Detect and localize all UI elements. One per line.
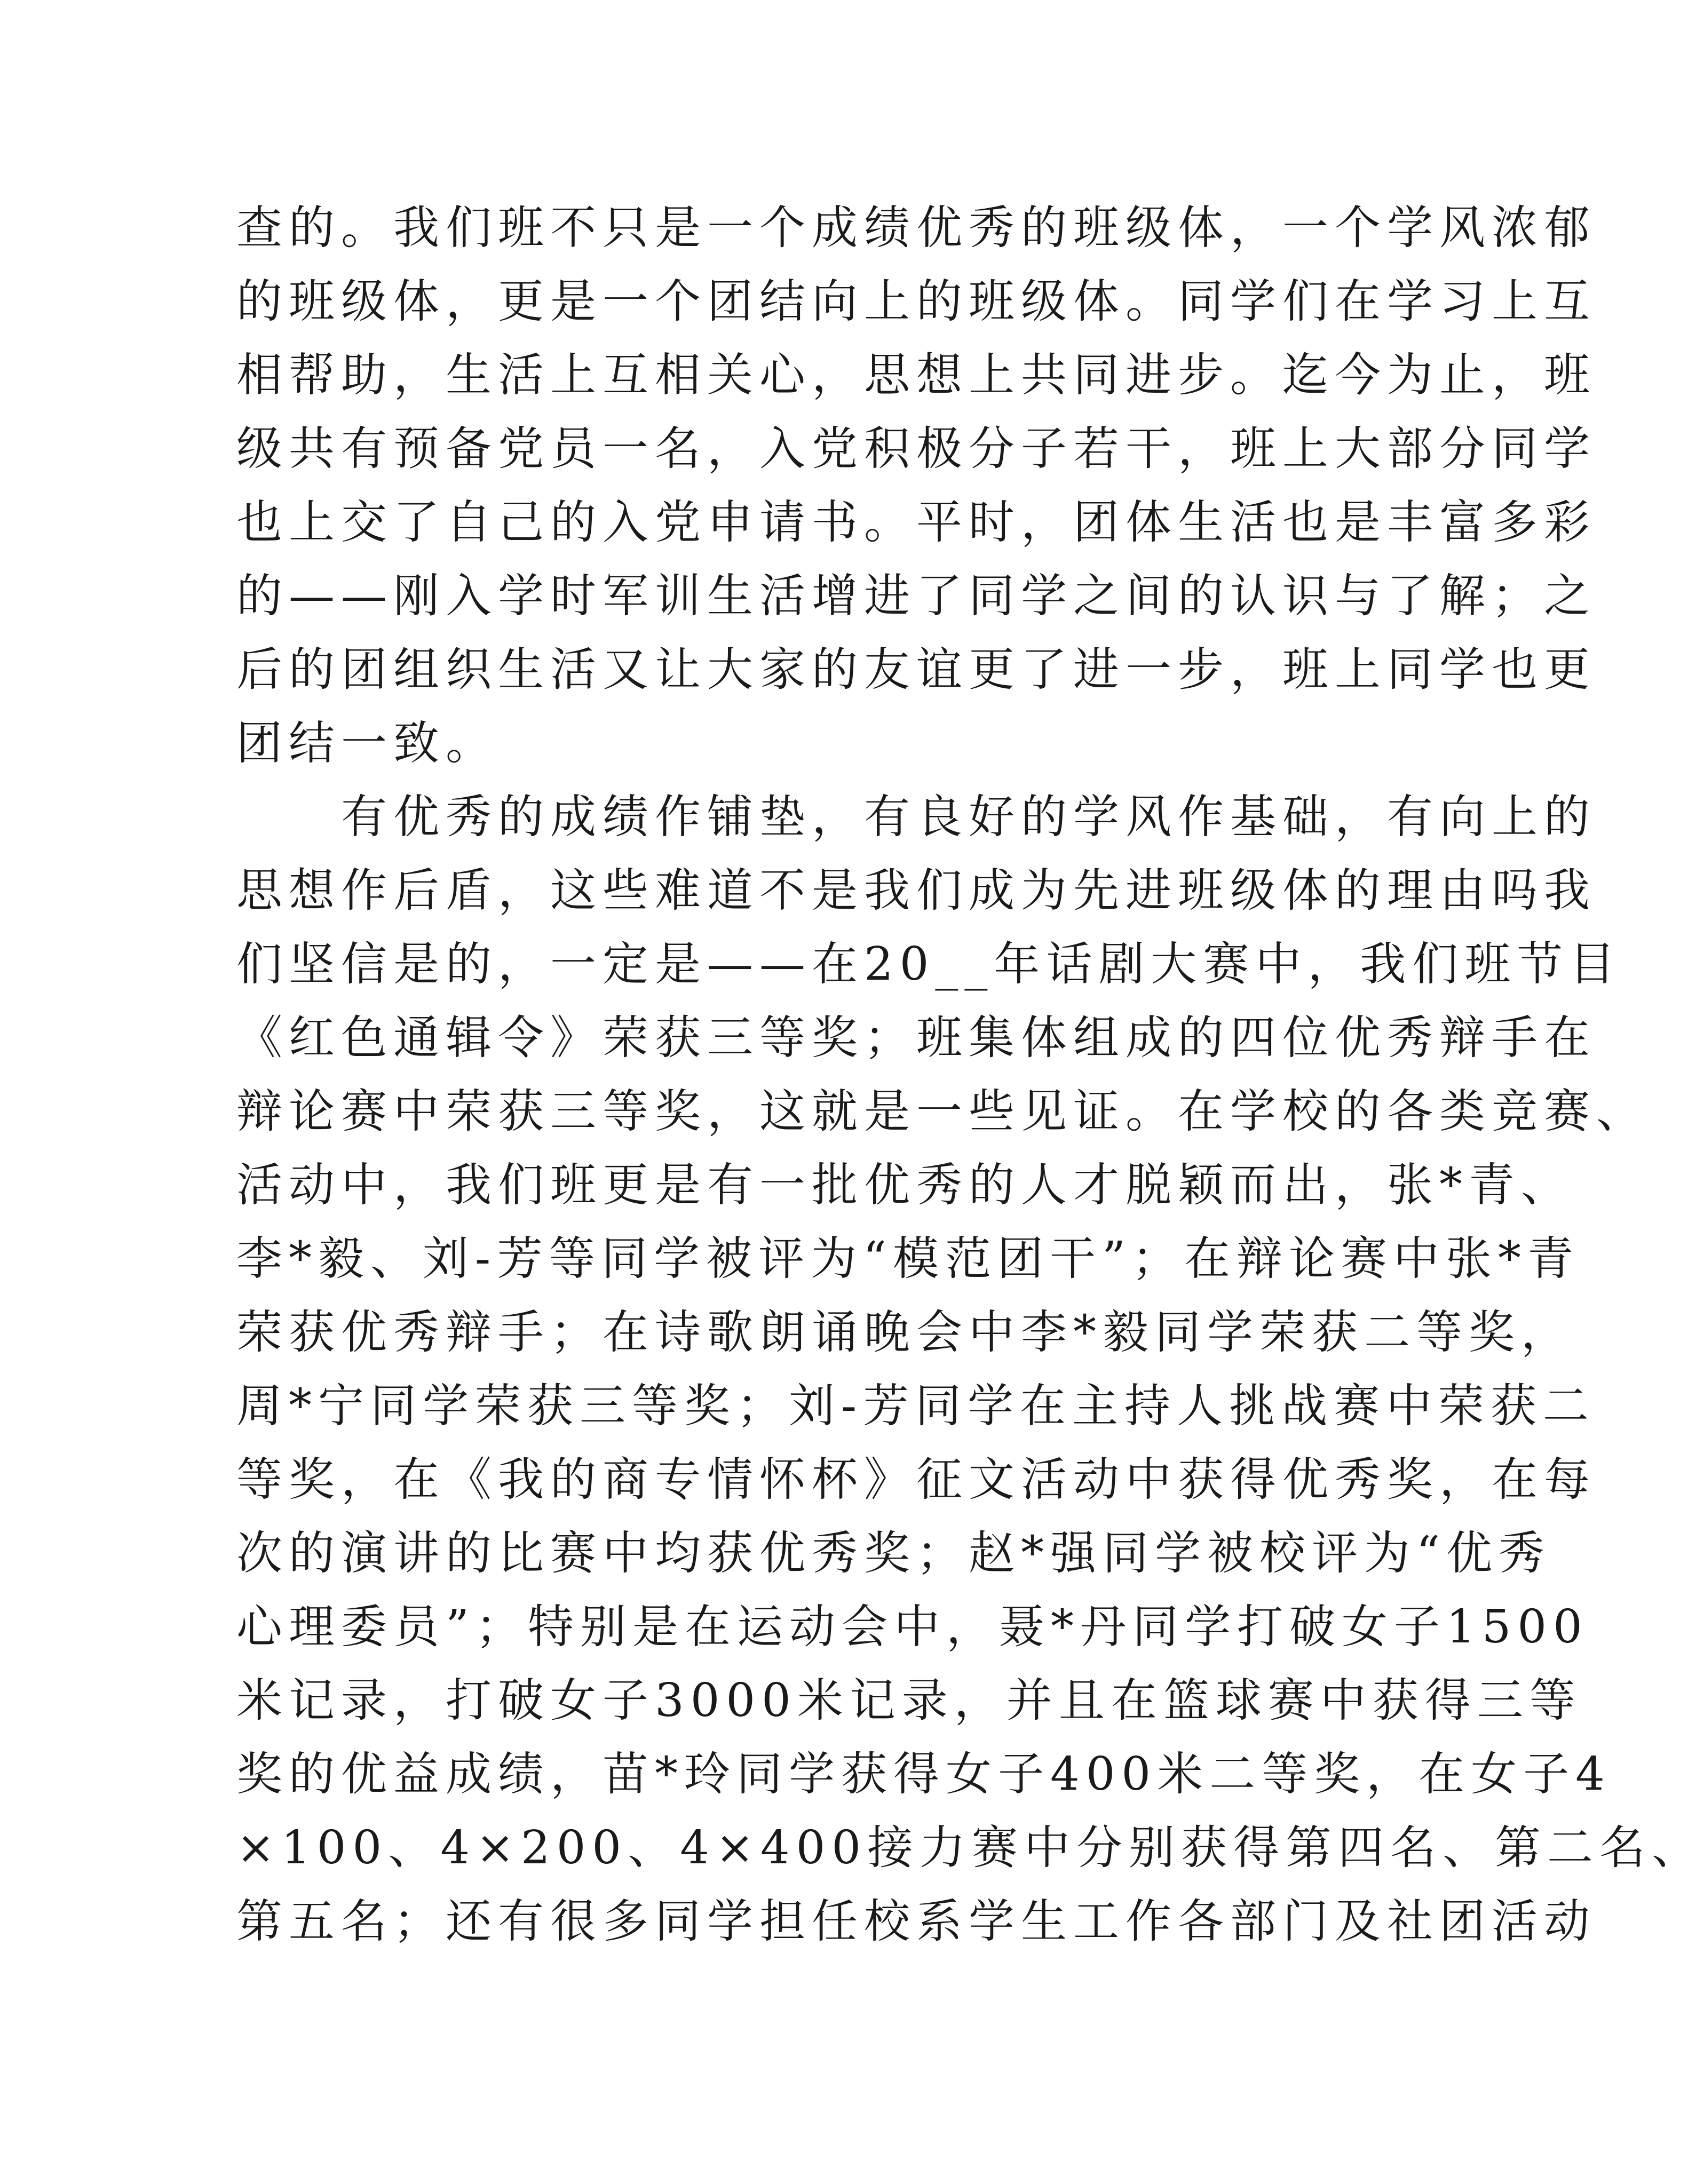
document-body [236,191,1704,1958]
text-line: 奖的优益成绩，苗*玲同学获得女子400米二等奖，在女子4 [236,1748,1611,1801]
text-line: 心理委员”；特别是在运动会中，聂*丹同学打破女子1500 [236,1600,1589,1654]
paragraph-2 [236,780,1704,1958]
text-line: 团结一致。 [236,717,498,770]
text-line: 次的演讲的比赛中均获优秀奖；赵*强同学被校评为“优秀 [236,1527,1551,1580]
text-line: 活动中，我们班更是有一批优秀的人才脱颖而出，张*青、 [236,1158,1573,1212]
text-line: 后的团组织生活又让大家的友谊更了进一步，班上同学也更 [236,643,1596,696]
text-line: 第五名；还有很多同学担任校系学生工作各部门及社团活动 [236,1895,1596,1948]
text-line: 查的。我们班不只是一个成绩优秀的班级体，一个学风浓郁 [236,201,1596,255]
text-line: 相帮助，生活上互相关心，思想上共同进步。迄今为止，班 [236,348,1596,402]
text-line: 周*宁同学荣获三等奖；刘-芳同学在主持人挑战赛中荣获二 [236,1379,1596,1433]
text-line: 荣获优秀辩手；在诗歌朗诵晚会中李*毅同学荣获二等奖， [236,1306,1573,1359]
text-line: 米记录，打破女子3000米记录，并且在篮球赛中获得三等 [236,1674,1582,1727]
text-line: 思想作后盾，这些难道不是我们成为先进班级体的理由吗我 [236,864,1596,917]
paragraph-1 [236,191,1596,780]
text-line: 的——刚入学时军训生活增进了同学之间的认识与了解；之 [236,569,1596,623]
text-line: ×100、4×200、4×400接力赛中分别获得第四名、第二名、 [236,1821,1704,1875]
text-line: 也上交了自己的入党申请书。平时，团体生活也是丰富多彩 [236,496,1596,549]
text-line: 《红色通辑令》荣获三等奖；班集体组成的四位优秀辩手在 [236,1011,1596,1065]
text-line: 级共有预备党员一名，入党积极分子若干，班上大部分同学 [236,422,1596,475]
text-line: 李*毅、刘-芳等同学被评为“模范团干”；在辩论赛中张*青 [236,1232,1580,1285]
text-line: 们坚信是的，一定是——在20__年话剧大赛中，我们班节目 [236,938,1622,991]
text-line: 辩论赛中荣获三等奖，这就是一些见证。在学校的各类竞赛、 [236,1085,1648,1138]
text-line: 等奖，在《我的商专情怀杯》征文活动中获得优秀奖，在每 [236,1453,1596,1506]
text-line: 的班级体，更是一个团结向上的班级体。同学们在学习上互 [236,275,1596,328]
text-line: 有优秀的成绩作铺垫，有良好的学风作基础，有向上的 [236,790,1596,844]
